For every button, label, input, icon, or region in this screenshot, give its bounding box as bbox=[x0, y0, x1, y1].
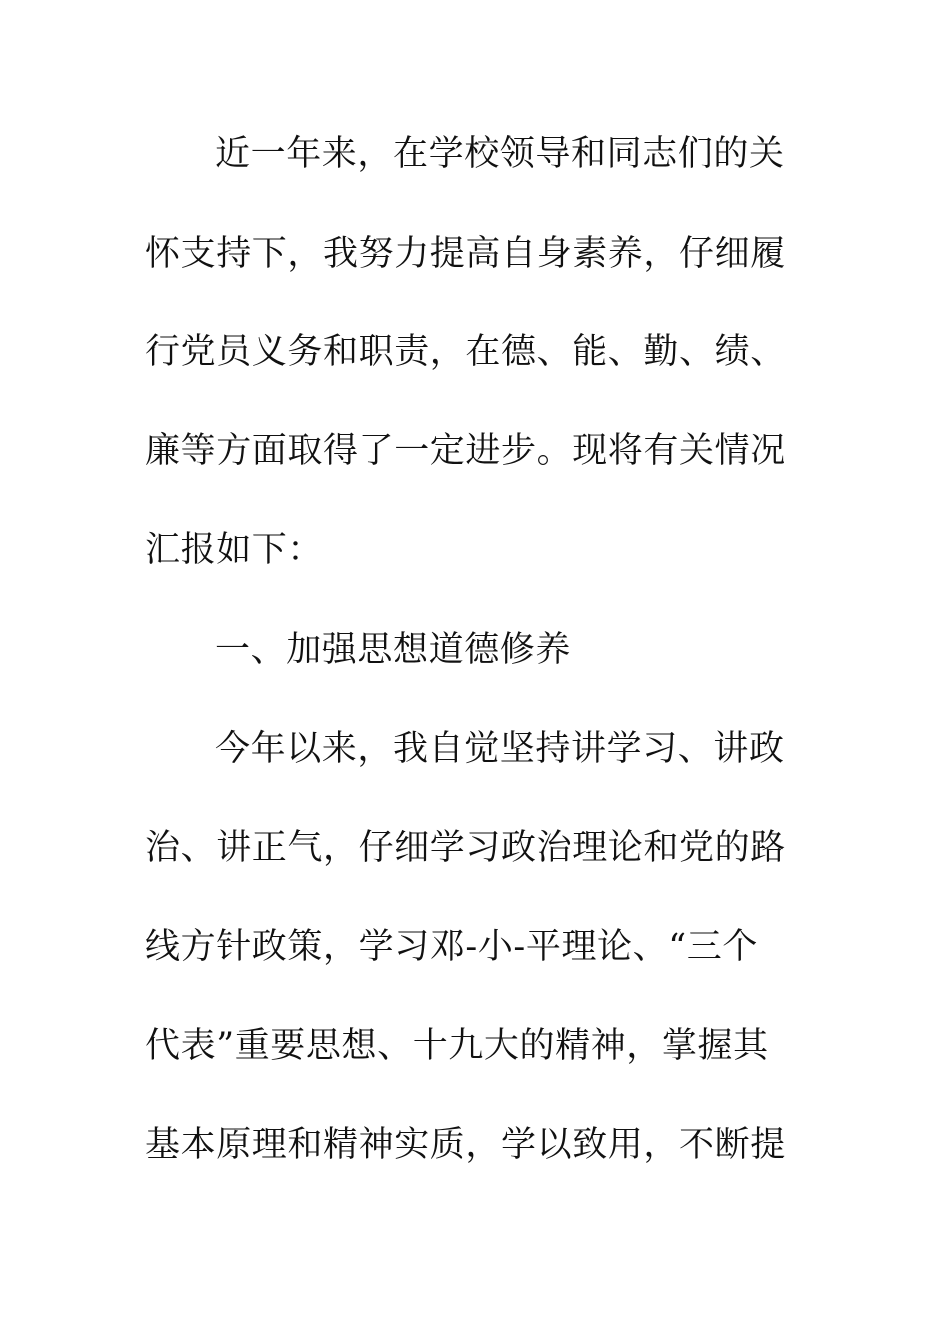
paragraph-1-line-3: 行党员义务和职责，在德、能、勤、绩、 bbox=[145, 332, 786, 372]
paragraph-1-line-1: 近一年来，在学校领导和同志们的关 bbox=[215, 134, 785, 174]
paragraph-1-line-4: 廉等方面取得了一定进步。现将有关情况 bbox=[145, 431, 786, 471]
paragraph-1-line-2: 怀支持下，我努力提高自身素养，仔细履 bbox=[145, 234, 786, 274]
paragraph-1-line-5: 汇报如下： bbox=[145, 530, 324, 570]
paragraph-2-line-1: 今年以来，我自觉坚持讲学习、讲政 bbox=[215, 729, 785, 769]
paragraph-2-line-4: 代表”重要思想、十九大的精神，掌握其 bbox=[145, 1026, 769, 1066]
paragraph-2-line-3: 线方针政策，学习邓-小-平理论、“三个 bbox=[145, 927, 758, 967]
paragraph-2-line-2: 治、讲正气，仔细学习政治理论和党的路 bbox=[145, 828, 786, 868]
section-heading: 一、加强思想道德修养 bbox=[215, 630, 572, 670]
paragraph-2-line-5: 基本原理和精神实质，学以致用，不断提 bbox=[145, 1125, 786, 1165]
